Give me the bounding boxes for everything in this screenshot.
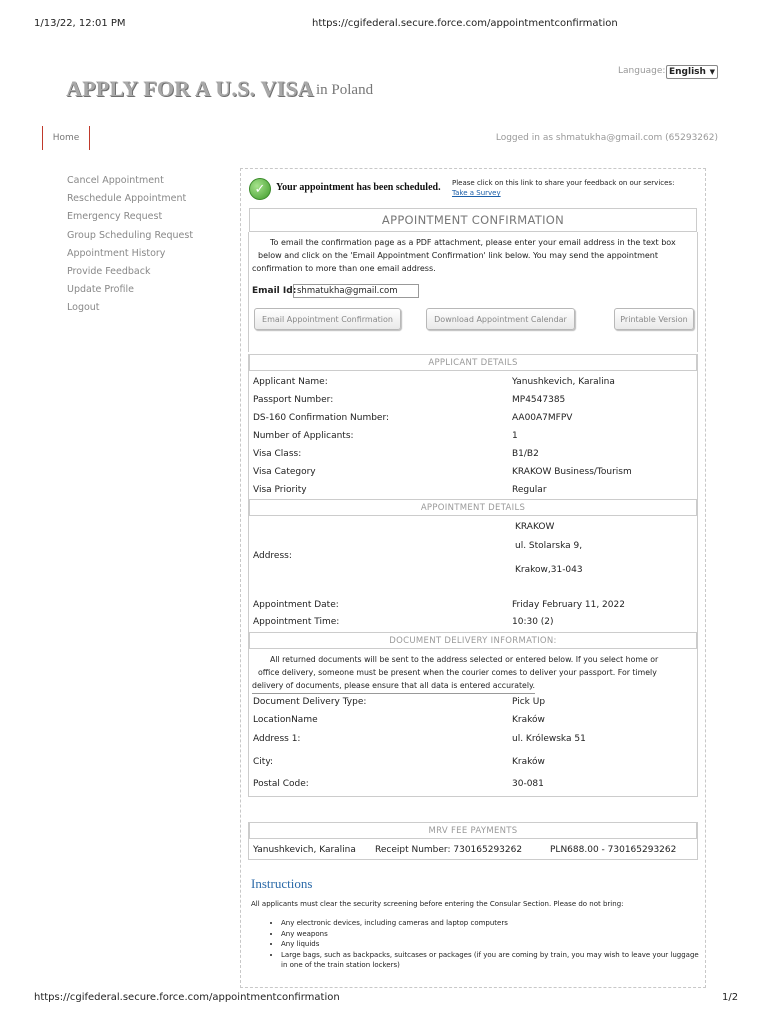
delivery-note-2: office delivery, someone must be present when the courier comes to deliver your passport. For timely <box>258 668 657 677</box>
instructions-text: All applicants must clear the security screening before entering the Consular Section. Please do not bring: <box>251 900 624 908</box>
location-name-value: Kraków <box>512 715 545 725</box>
list-item: • Any weapons <box>281 929 701 940</box>
applicant-name-label: Applicant Name: <box>253 377 328 387</box>
home-tab[interactable] <box>42 126 90 150</box>
language-select[interactable] <box>666 65 718 79</box>
confirmation-title: APPOINTMENT CONFIRMATION <box>249 208 697 232</box>
mrv-header: MRV FEE PAYMENTS <box>249 822 697 839</box>
city-label: City: <box>253 757 274 767</box>
location-name-label: LocationName <box>253 715 318 725</box>
delivery-type-value: Pick Up <box>512 697 546 707</box>
visa-priority-value: Regular <box>512 485 547 495</box>
num-applicants-value: 1 <box>512 431 518 441</box>
survey-text: Please click on this link to share your feedback on our services: <box>452 179 675 187</box>
visa-class-label: Visa Class: <box>253 449 302 459</box>
sidebar-item-provide-feedback[interactable]: Provide Feedback <box>67 265 151 277</box>
postal-code-label: Postal Code: <box>253 779 309 789</box>
address-line-2: ul. Stolarska 9, <box>515 541 583 551</box>
site-country: in Poland <box>316 82 374 98</box>
appointment-date-value: Friday February 11, 2022 <box>512 600 625 610</box>
city-value: Kraków <box>512 757 545 767</box>
language-label: Language: <box>618 66 666 76</box>
sidebar-item-emergency-request[interactable]: Emergency Request <box>67 211 163 223</box>
ds160-value: AA00A7MFPV <box>512 413 573 423</box>
sidebar-item-appointment-history[interactable]: Appointment History <box>67 247 166 259</box>
sidebar-item-logout[interactable]: Logout <box>67 302 100 314</box>
print-datetime: 1/13/22, 12:01 PM <box>34 18 126 29</box>
logged-in-info: Logged in as shmatukha@gmail.com (65293262) <box>495 133 718 143</box>
sidebar-menu <box>67 172 193 318</box>
sidebar-item-cancel-appointment[interactable]: Cancel Appointment <box>67 175 164 186</box>
appointment-details-header: APPOINTMENT DETAILS <box>249 499 697 516</box>
language-selected: English <box>669 67 706 77</box>
email-input[interactable]: shmatukha@gmail.com <box>293 284 419 298</box>
confirmation-instructions-2: below and click on the 'Email Appointment Confirmation' link below. You may send the appointment <box>258 251 659 260</box>
printable-version-button[interactable]: Printable Version <box>614 308 694 330</box>
delivery-header: DOCUMENT DELIVERY INFORMATION: <box>249 632 697 649</box>
list-item: • Large bags, such as backpacks, suitcases or packages (if you are coming by train, you may wish to leave your luggage in one of the train station lockers) <box>281 950 701 971</box>
visa-category-label: Visa Category <box>253 467 316 477</box>
email-confirmation-button[interactable]: Email Appointment Confirmation <box>254 308 401 330</box>
mrv-applicant-name: Yanushkevich, Karalina <box>253 845 356 855</box>
instructions-list <box>270 918 701 971</box>
passport-number-label: Passport Number: <box>253 395 334 405</box>
scheduled-message: Your appointment has been scheduled. <box>276 182 441 193</box>
confirmation-instructions-3: confirmation to more than one email address. <box>252 264 436 273</box>
print-footer-url: https://cgifederal.secure.force.com/appointmentconfirmation <box>34 992 340 1003</box>
appointment-time-label: Appointment Time: <box>253 617 340 627</box>
address-label: Address: <box>253 551 292 561</box>
delivery-note-1: All returned documents will be sent to the address selected or entered below. If you select home or <box>270 655 659 664</box>
list-item: • Any electronic devices, including cameras and laptop computers <box>281 918 701 929</box>
address-line-1: KRAKOW <box>515 522 555 532</box>
confirmation-instructions-1: To email the confirmation page as a PDF attachment, please enter your email address in the text box <box>270 238 676 247</box>
email-label: Email Id: <box>252 286 297 296</box>
chevron-down-icon: ▼ <box>709 68 715 76</box>
print-page-number: 1/2 <box>722 992 739 1003</box>
survey-link[interactable]: Take a Survey <box>452 189 501 197</box>
print-header-url: https://cgifederal.secure.force.com/appointmentconfirmation <box>312 18 618 29</box>
visa-class-value: B1/B2 <box>512 449 539 459</box>
mrv-amount: PLN688.00 - 730165293262 <box>550 845 677 855</box>
visa-priority-label: Visa Priority <box>253 485 307 495</box>
appointment-date-label: Appointment Date: <box>253 600 339 610</box>
download-calendar-button[interactable]: Download Appointment Calendar <box>426 308 575 330</box>
list-item: • Any liquids <box>281 939 701 950</box>
passport-number-value: MP4547385 <box>512 395 566 405</box>
site-title: APPLY FOR A U.S. VISA <box>66 76 314 101</box>
sidebar-item-group-scheduling[interactable]: Group Scheduling Request <box>67 229 194 241</box>
delivery-address-value: ul. Królewska 51 <box>512 734 586 744</box>
sidebar-item-update-profile[interactable]: Update Profile <box>67 284 134 296</box>
applicant-name-value: Yanushkevich, Karalina <box>512 377 615 387</box>
checkmark-icon: ✓ <box>249 178 271 200</box>
visa-category-value: KRAKOW Business/Tourism <box>512 467 632 477</box>
postal-code-value: 30-081 <box>512 779 544 789</box>
home-tab-label: Home <box>52 133 80 143</box>
delivery-note-3: delivery of documents, please ensure that all data is entered accurately. <box>252 680 535 694</box>
delivery-type-label: Document Delivery Type: <box>253 697 367 707</box>
mrv-receipt-number: Receipt Number: 730165293262 <box>375 845 523 855</box>
sidebar-item-reschedule-appointment[interactable]: Reschedule Appointment <box>67 193 187 205</box>
instructions-title: Instructions <box>251 876 313 891</box>
applicant-details-header: APPLICANT DETAILS <box>249 354 697 371</box>
delivery-address-label: Address 1: <box>253 734 301 744</box>
appointment-time-value: 10:30 (2) <box>512 617 554 627</box>
address-line-3: Krakow,31-043 <box>515 565 583 575</box>
ds160-label: DS-160 Confirmation Number: <box>253 413 390 423</box>
num-applicants-label: Number of Applicants: <box>253 431 354 441</box>
survey-prompt <box>452 178 702 198</box>
